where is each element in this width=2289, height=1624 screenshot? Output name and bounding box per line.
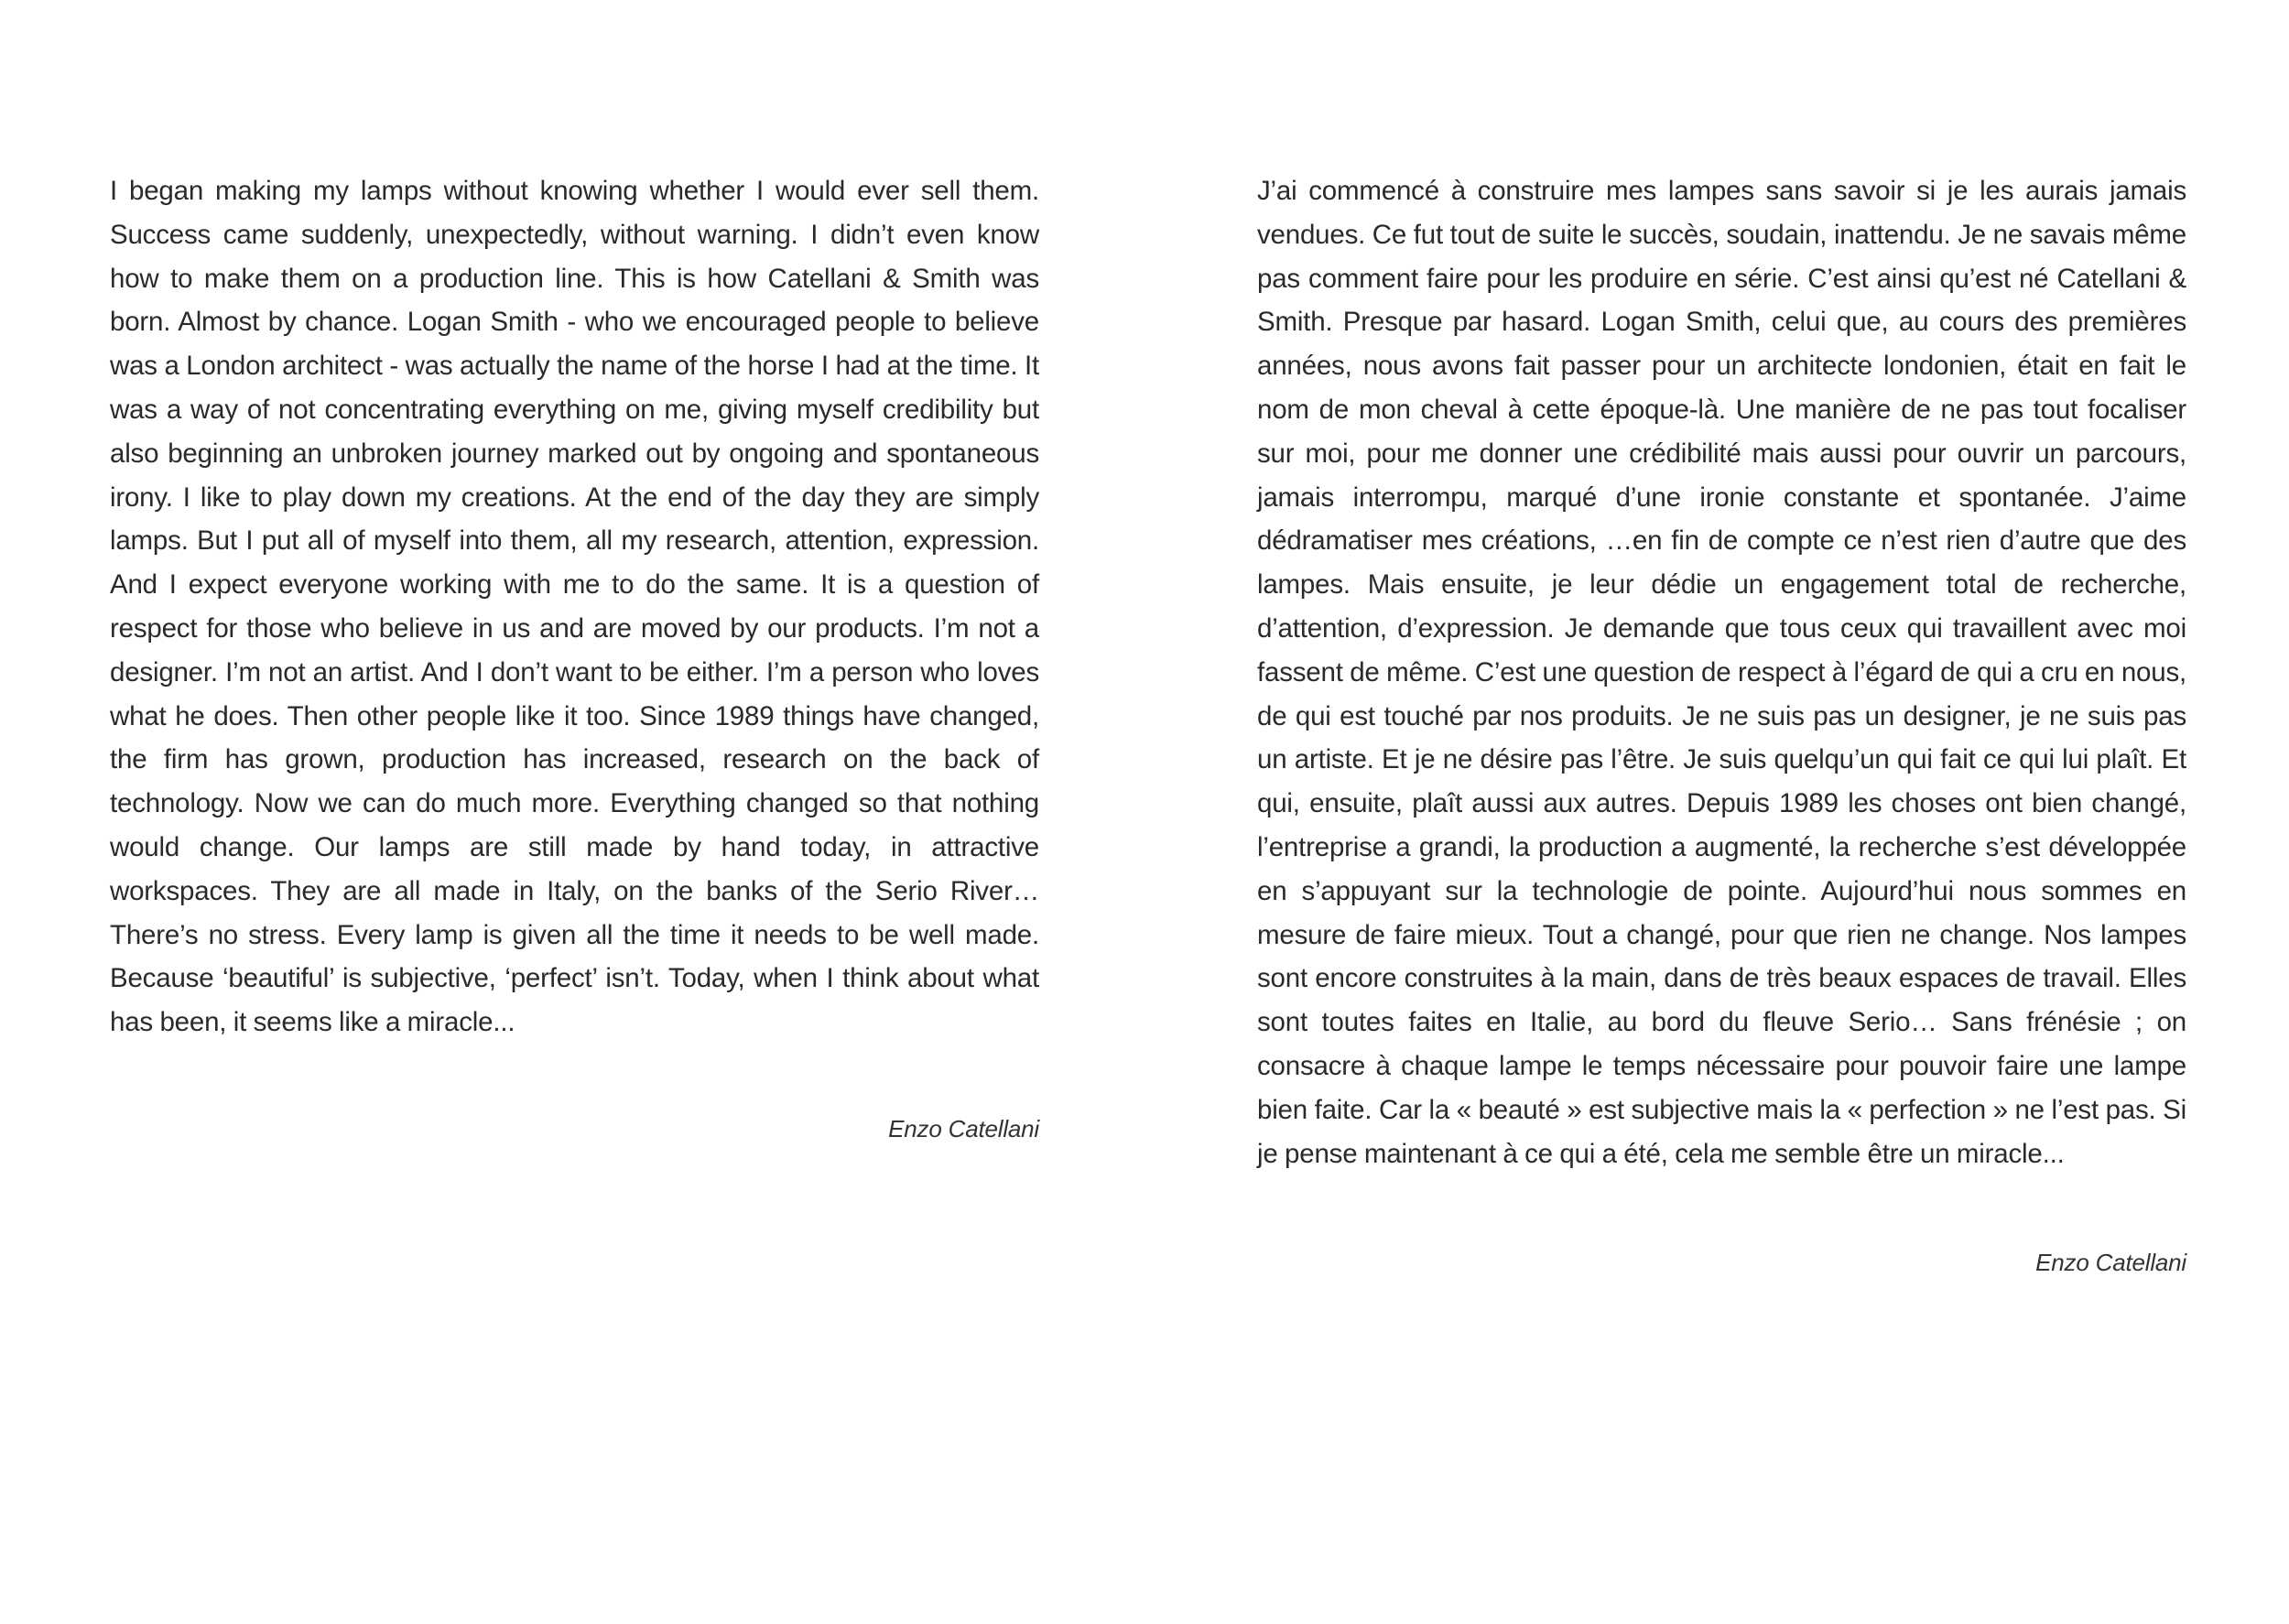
french-signature: Enzo Catellani	[2035, 1249, 2186, 1277]
french-column	[1257, 169, 2186, 1277]
english-signature: Enzo Catellani	[888, 1114, 1039, 1142]
french-body-text: J’ai commencé à construire mes lampes sans savoir si je les aurais jamais vendues. Ce fut tout de suite le succès, soudain, inattendu. Je ne savais même pas comment faire pour les produire en série. C’est ainsi qu’est né Catellani & Smith. Presque par hasard. Logan Smith, celui que, au cours des premières années, nous avons fait passer pour un architecte londonien, était en fait le nom de mon cheval à cette époque-là. Une manière de ne pas tout focaliser sur moi, pour me donner une crédibilité mais aussi pour ouvrir un parcours, jamais interrompu, marqué d’une ironie constante et spontanée. J’aime dédramatiser mes créations, …en fin de compte ce n’est rien d’autre que des lampes. Mais ensuite, je leur dédie un engagement total de recherche, d’attention, d’expression. Je demande que tous ceux qui travaillent avec moi fassent de même. C’est une question de respect à l’égard de qui a cru en nous, de qui est touché par nos produits. Je ne suis pas un designer, je ne suis pas un artiste. Et je ne désire pas l’être. Je suis quelqu’un qui fait ce qui lui plaît. Et qui, ensuite, plaît aussi aux autres. Depuis 1989 les choses ont bien changé, l’entreprise a grandi, la production a augmenté, la recherche s’est développée en s’appuyant sur la technologie de pointe. Aujourd’hui nous sommes en mesure de faire mieux. Tout a changé, pour que rien ne change. Nos lampes sont encore construites à la main, dans de très beaux espaces de travail. Elles sont toutes faites en Italie, au bord du fleuve Serio… Sans frénésie ; on consacre à chaque lampe le temps nécessaire pour pouvoir faire une lampe bien faite. Car la « beauté » est subjective mais la « perfection » ne l’est pas. Si je pense maintenant à ce qui a été, cela me semble être un miracle...	[1257, 176, 2186, 1169]
english-column	[110, 169, 1039, 1143]
english-body-text: I began making my lamps without knowing whether I would ever sell them. Success came suddenly, unexpectedly, without warning. I didn’t even know how to make them on a production line. This is how Catellani & Smith was born. Almost by chance. Logan Smith - who we encouraged people to believe was a London architect - was actually the name of the horse I had at the time. It was a way of not concentrating everything on me, giving myself credibility but also beginning an unbroken journey marked out by ongoing and spontaneous irony. I like to play down my creations. At the end of the day they are simply lamps. But I put all of myself into them, all my research, attention, expression. And I expect everyone working with me to do the same. It is a question of respect for those who believe in us and are moved by our products. I’m not a designer. I’m not an artist. And I don’t want to be either. I’m a person who loves what he does. Then other people like it too. Since 1989 things have changed, the firm has grown, production has increased, research on the back of technology. Now we can do much more. Everything changed so that nothing would change. Our lamps are still made by hand today, in attractive workspaces. They are all made in Italy, on the banks of the Serio River… There’s no stress. Every lamp is given all the time it needs to be well made. Because ‘beautiful’ is subjective, ‘perfect’ isn’t. Today, when I think about what has been, it seems like a miracle...	[110, 176, 1039, 1038]
